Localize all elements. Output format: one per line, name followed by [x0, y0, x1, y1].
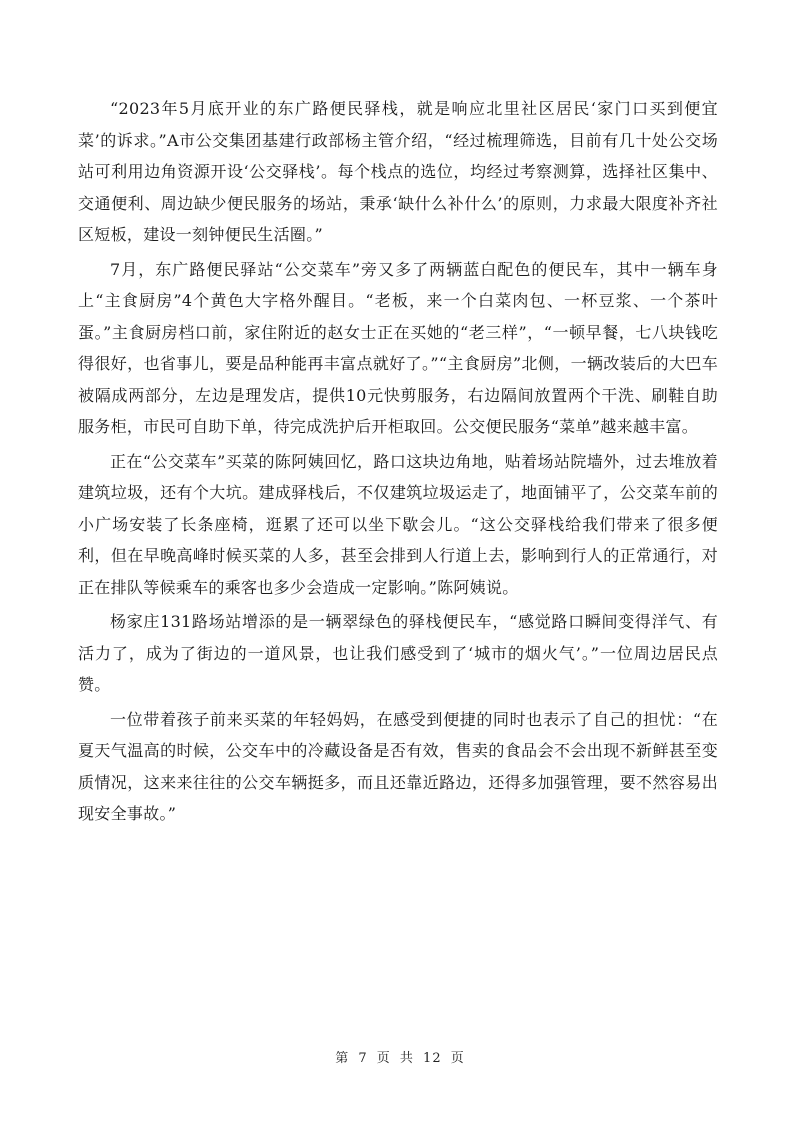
paragraph-2: 7月，东广路便民驿站“公交菜车”旁又多了两辆蓝白配色的便民车，其中一辆车身上“主食厨房”4个黄色大字格外醒目。“老板，来一个白菜肉包、一杯豆浆、一个茶叶蛋。”主食厨房档口前，家住附近的赵女士正在买她的“老三样”，“一顿早餐，七八块钱吃得很好，也省事儿，要是品种能再丰富点就好了。”“主食厨房”北侧，一辆改装后的大巴车被隔成两部分，左边是理发店，提供10元快剪服务，右边隔间放置两个干洗、刷鞋自助服务柜，市民可自助下单，待完成洗护后开柜取回。公交便民服务“菜单”越来越丰富。 [78, 259, 718, 436]
paragraph-4: 杨家庄131路场站增添的是一辆翠绿色的驿栈便民车，“感觉路口瞬间变得洋气、有活力了，成为了街边的一道风景，也让我们感受到了‘城市的烟火气’。”一位周边居民点赞。 [78, 612, 718, 694]
article-body [78, 93, 718, 833]
paragraph-1: “2023年5月底开业的东广路便民驿栈，就是响应北里社区居民‘家门口买到便宜菜’的诉求。”A市公交集团基建行政部杨主管介绍，“经过梳理筛选，目前有几十处公交场站可利用边角资源开设‘公交驿栈’。每个栈点的选位，均经过考察测算，选择社区集中、交通便利、周边缺少便民服务的场站，秉承‘缺什么补什么’的原则，力求最大限度补齐社区短板，建设一刻钟便民生活圈。” [78, 99, 718, 244]
page-number-footer: 第 7 页 共 12 页 [335, 1051, 465, 1066]
paragraph-3: 正在“公交菜车”买菜的陈阿姨回忆，路口这块边角地，贴着场站院墙外，过去堆放着建筑垃圾，还有个大坑。建成驿栈后，不仅建筑垃圾运走了，地面铺平了，公交菜车前的小广场安装了长条座椅，逛累了还可以坐下歇会儿。“这公交驿栈给我们带来了很多便利，但在早晚高峰时候买菜的人多，甚至会排到人行道上去，影响到行人的正常通行，对正在排队等候乘车的乘客也多少会造成一定影响。”陈阿姨说。 [78, 451, 718, 597]
paragraph-5: 一位带着孩子前来买菜的年轻妈妈，在感受到便捷的同时也表示了自己的担忧：“在夏天气温高的时候，公交车中的冷藏设备是否有效，售卖的食品会不会出现不新鲜甚至变质情况，这来来往往的公交车辆挺多，而且还靠近路边，还得多加强管理，要不然容易出现安全事故。” [78, 709, 718, 823]
